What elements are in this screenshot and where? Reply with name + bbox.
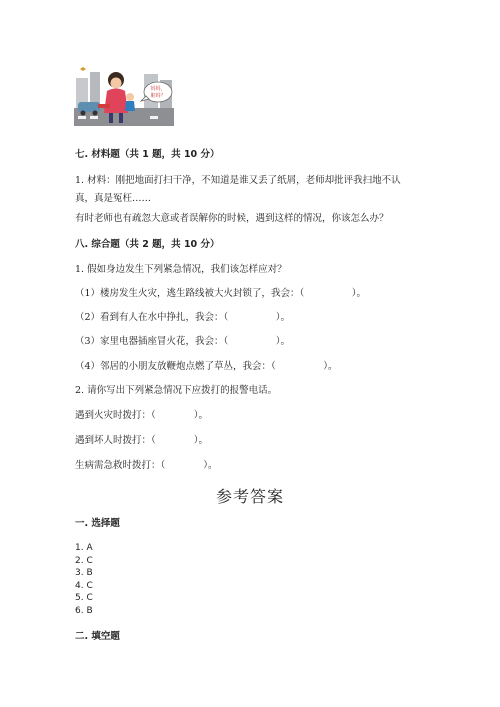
- answer-item: 3. B: [75, 568, 93, 579]
- section8-heading: 八. 综合题（共 2 题，共 10 分）: [75, 239, 220, 250]
- answer-item: 4. C: [75, 580, 93, 591]
- q2-item: 遇到坏人时拨打：（ ）。: [75, 435, 209, 446]
- q1-item: （3）家里电器插座冒火花，我会：（ ）。: [75, 336, 291, 347]
- q2-item: 遇到火灾时拨打：（ ）。: [75, 410, 209, 421]
- material-text-line2: 真，真是冤枉……: [75, 193, 152, 204]
- q2-text: 2. 请你写出下列紧急情况下应拨打的报警电话。: [75, 385, 278, 396]
- q1-text: 1. 假如身边发生下列紧急情况，我们该怎样应对？: [75, 264, 287, 275]
- material-text-line1: 1. 材料：刚把地面打扫干净，不知道是谁又丢了纸屑，老师却批评我扫地不认: [75, 175, 401, 186]
- q1-item: （2）看到有人在水中挣扎，我会：（ ）。: [75, 312, 291, 323]
- answers-section2-heading: 二. 填空题: [75, 631, 120, 642]
- answer-item: 1. A: [75, 543, 93, 553]
- answers-title: 参考答案: [215, 487, 284, 506]
- answer-list: [75, 542, 93, 618]
- q1-item: （4）邻居的小朋友放鞭炮点燃了草丛，我会：（ ）。: [75, 361, 338, 372]
- answers-section1-heading: 一. 选择题: [75, 518, 120, 529]
- answer-item: 5. C: [75, 593, 93, 604]
- speech-bubble-line2: 脏吗？: [150, 93, 166, 99]
- answer-item: 2. C: [75, 555, 93, 566]
- section7-heading: 七. 材料题（共 1 题，共 10 分）: [75, 149, 220, 160]
- answer-item: 6. B: [75, 605, 93, 616]
- q1-item: （1）楼房发生火灾，逃生路线被大火封锁了，我会：（ ）。: [75, 288, 367, 299]
- q2-item: 生病需急救时拨打：（ ）。: [75, 460, 218, 471]
- speech-bubble-line1: 妈妈，: [150, 86, 166, 92]
- section7-question: 有时老师也有疏忽大意或者误解你的时候，遇到这样的情况，你该怎么办？: [75, 213, 389, 224]
- illustration-image: [74, 64, 174, 126]
